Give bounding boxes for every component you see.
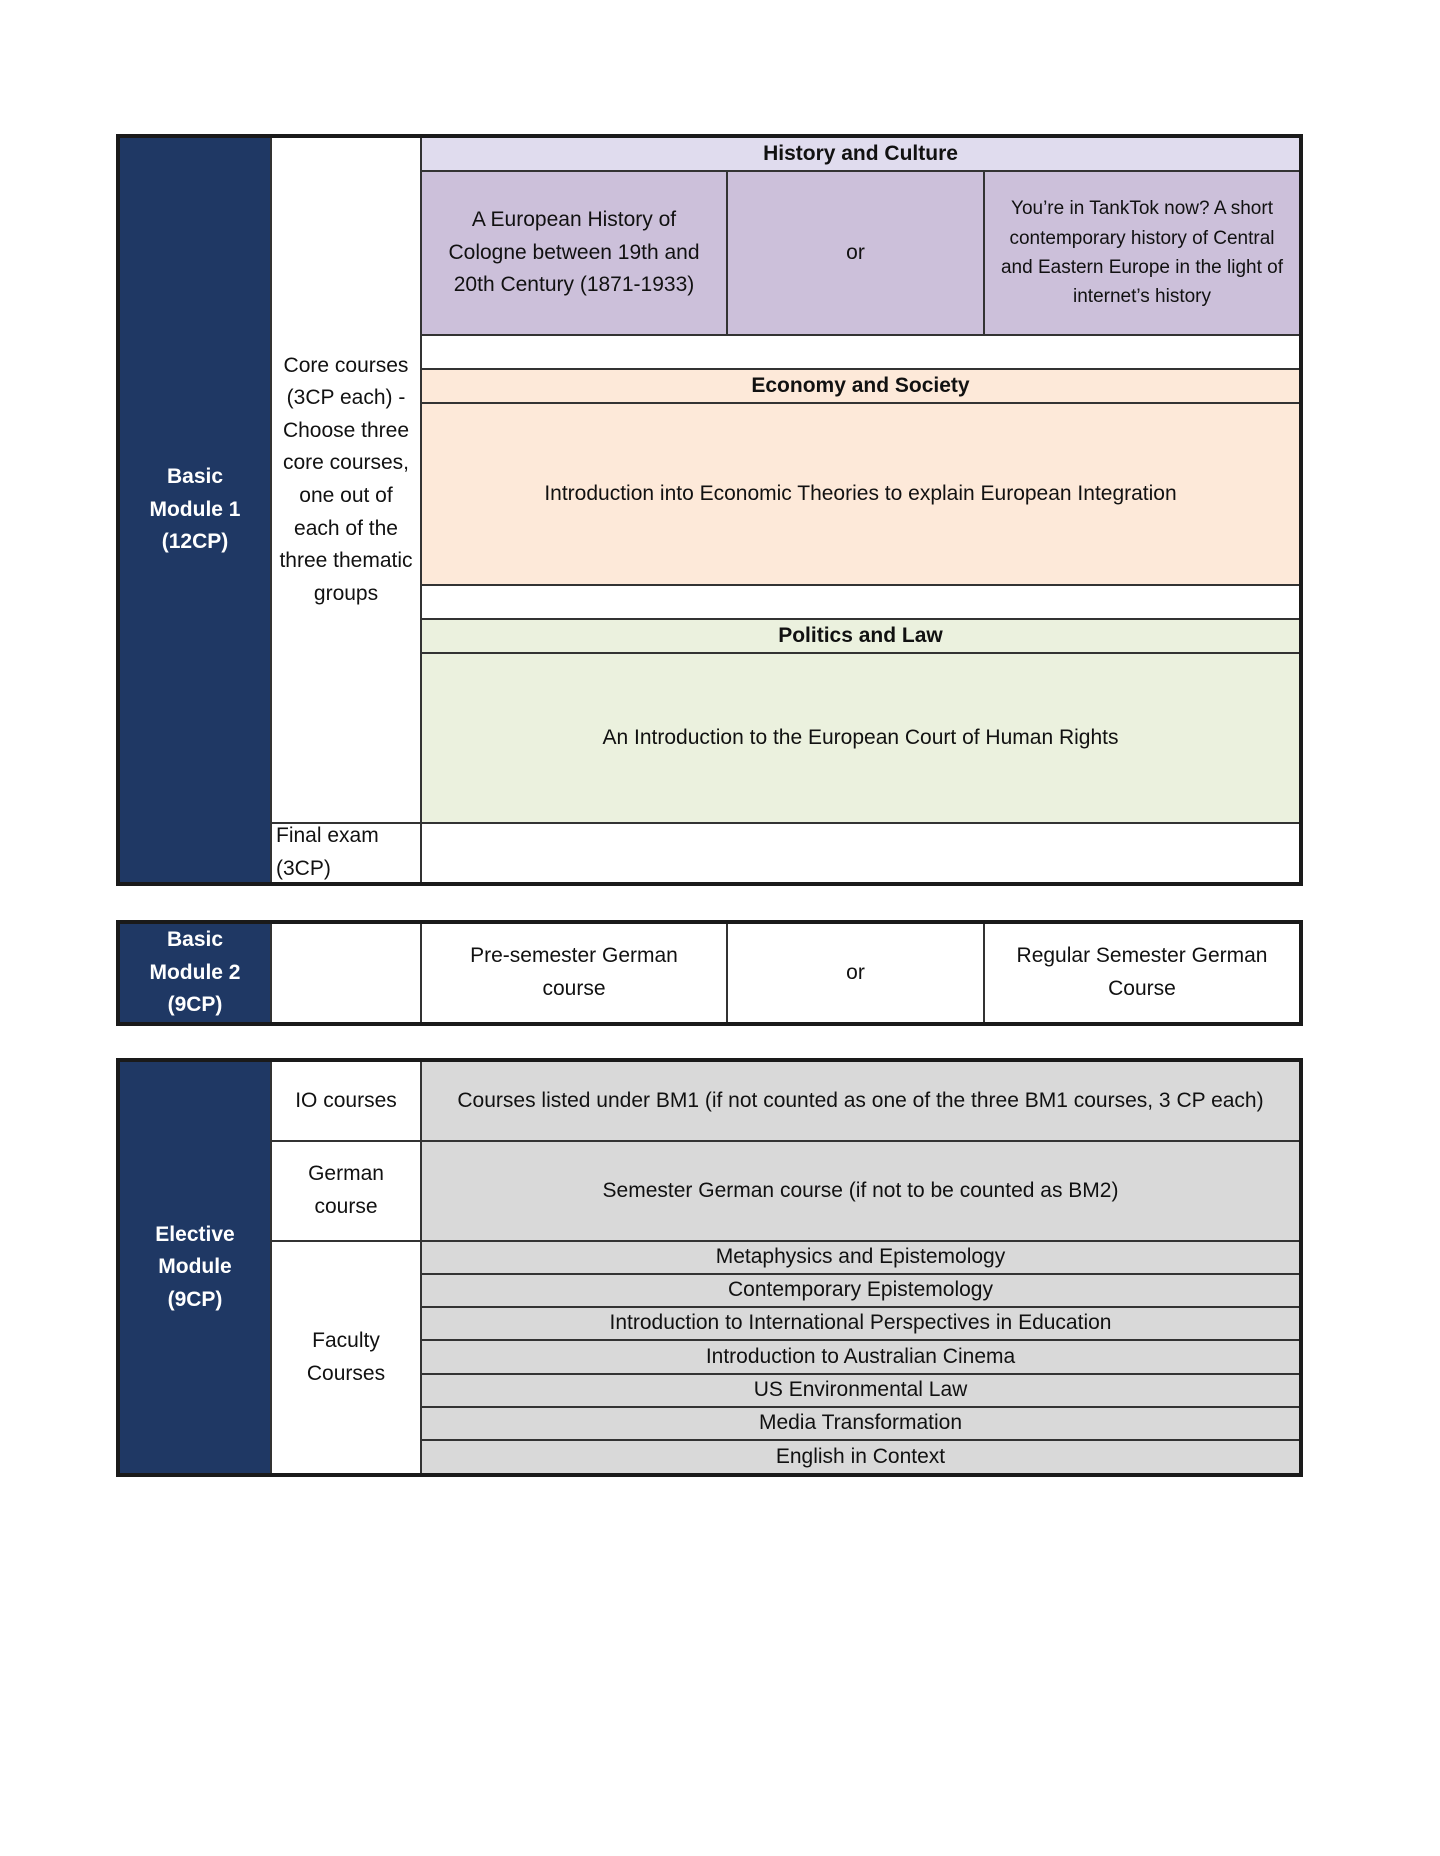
- german-course-value: Semester German course (if not to be counted as BM2): [420, 1140, 1299, 1240]
- faculty-course-item: Metaphysics and Epistemology: [420, 1240, 1299, 1273]
- basic-module-2-label: Basic Module 2 (9CP): [120, 924, 270, 1022]
- core-courses-label: Core courses (3CP each) - Choose three core courses, one out of each of the three thematic groups: [270, 138, 420, 822]
- faculty-course-item: US Environmental Law: [420, 1373, 1299, 1406]
- io-courses-label: IO courses: [270, 1062, 420, 1140]
- pre-semester-german-course: Pre-semester German course: [420, 924, 726, 1022]
- history-culture-heading: History and Culture: [420, 138, 1299, 170]
- economy-society-heading: Economy and Society: [420, 368, 1299, 402]
- basic-module-1-table: [116, 134, 1303, 886]
- io-courses-value: Courses listed under BM1 (if not counted as one of the three BM1 courses, 3 CP each): [420, 1062, 1299, 1140]
- basic-module-2-empty: [270, 924, 420, 1022]
- politics-course: An Introduction to the European Court of Human Rights: [420, 652, 1299, 822]
- history-course-tanktok: You’re in TankTok now? A short contemporary history of Central and Eastern Europe in the light of internet’s history: [983, 170, 1299, 334]
- faculty-courses-label: Faculty Courses: [270, 1240, 420, 1473]
- final-exam-value: [420, 822, 1299, 882]
- regular-semester-german-course: Regular Semester German Course: [983, 924, 1299, 1022]
- basic-module-2-or-label: or: [726, 924, 983, 1022]
- faculty-course-item: English in Context: [420, 1439, 1299, 1473]
- politics-law-heading: Politics and Law: [420, 618, 1299, 652]
- faculty-course-item: Media Transformation: [420, 1406, 1299, 1439]
- faculty-course-item: Contemporary Epistemology: [420, 1273, 1299, 1306]
- elective-module-table: [116, 1058, 1303, 1477]
- spacer-row: [420, 584, 1299, 618]
- basic-module-1-label: Basic Module 1 (12CP): [120, 138, 270, 882]
- history-or-label: or: [726, 170, 983, 334]
- basic-module-2-table: [116, 920, 1303, 1026]
- elective-module-label: Elective Module (9CP): [120, 1062, 270, 1473]
- final-exam-label: Final exam (3CP): [270, 822, 420, 882]
- history-course-cologne: A European History of Cologne between 19th and 20th Century (1871-1933): [420, 170, 726, 334]
- spacer-row: [420, 334, 1299, 368]
- economy-course: Introduction into Economic Theories to explain European Integration: [420, 402, 1299, 584]
- faculty-course-item: Introduction to International Perspectives in Education: [420, 1306, 1299, 1339]
- faculty-course-item: Introduction to Australian Cinema: [420, 1339, 1299, 1373]
- german-course-label: German course: [270, 1140, 420, 1240]
